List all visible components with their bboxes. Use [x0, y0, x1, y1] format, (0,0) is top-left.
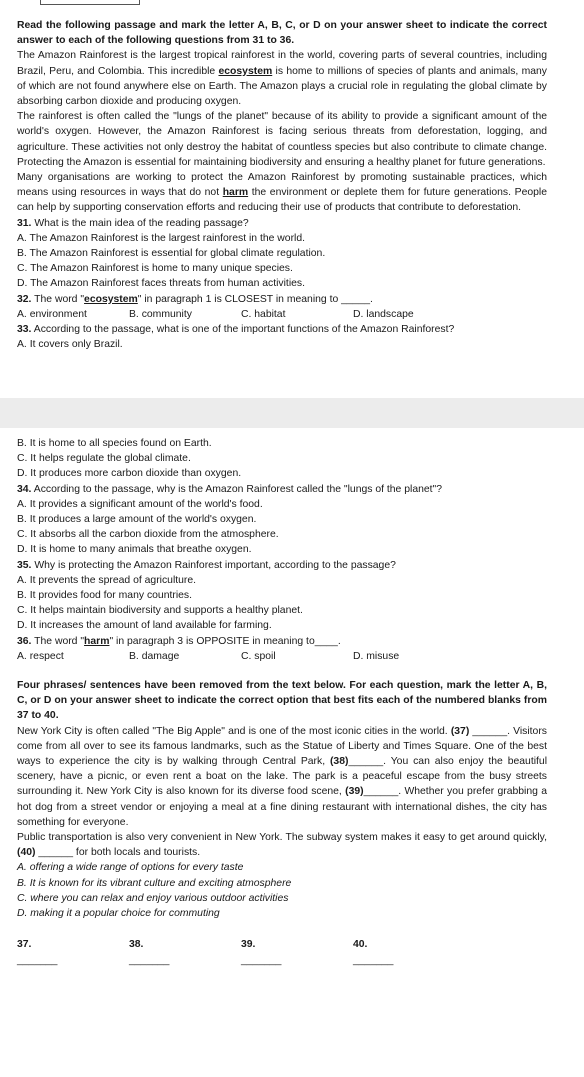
option-32a[interactable]: A. environment — [17, 308, 87, 320]
option-35c[interactable]: C. It helps maintain biodiversity and supports a healthy planet. — [17, 605, 303, 617]
option-35a[interactable]: A. It prevents the spread of agriculture. — [17, 574, 197, 586]
option-31b[interactable]: B. The Amazon Rainforest is essential for global climate regulation. — [17, 248, 326, 260]
passage-paragraph-1: The Amazon Rainforest is the largest tropical rainforest in the world, covering parts of several countries, including Brazil, Peru, and Colombia. This incredible ecosystem is home to millions of species of plants and animals, many of which are not found anywhere else on Earth. The Amazon plays a crucial role in regulating the global climate by absorbing carbon dioxide and producing oxygen. — [17, 50, 547, 108]
option-34c[interactable]: C. It absorbs all the carbon dioxide from the atmosphere. — [17, 529, 279, 541]
blank-38: (38) — [329, 756, 349, 768]
option-35b[interactable]: B. It provides food for many countries. — [17, 590, 192, 602]
option-32c[interactable]: C. habitat — [241, 308, 286, 320]
option-31c[interactable]: C. The Amazon Rainforest is home to many unique species. — [17, 263, 293, 275]
answer-37[interactable]: 37._______ — [17, 939, 58, 966]
answer-39[interactable]: 39._______ — [241, 939, 282, 966]
answer-38[interactable]: 38._______ — [129, 939, 170, 966]
blank-40: (40) — [17, 847, 36, 859]
option-31d[interactable]: D. The Amazon Rainforest faces threats from human activities. — [17, 278, 305, 290]
cloze-option-c[interactable]: C. where you can relax and enjoy various outdoor activities — [17, 892, 289, 904]
blank-37: (37) — [450, 725, 470, 737]
blank-39: (39) — [345, 786, 364, 798]
cloze-option-b[interactable]: B. It is known for its vibrant culture and exciting atmosphere — [17, 877, 292, 889]
passage-paragraph-2: The rainforest is often called the "lungs of the planet" because of its ability to provide a significant amount of the world's oxygen. However, the Amazon Rainforest is facing serious threats from deforestation, logging, and agriculture. These activities not only destroy the habitat of countless species but also contribute to climate change. Protecting the Amazon is essential for maintaining biodiversity and ensuring a healthy planet for future generations. — [17, 111, 547, 168]
cloze-option-d[interactable]: D. making it a popular choice for commuting — [17, 908, 220, 920]
option-34d[interactable]: D. It is home to many animals that breathe oxygen. — [17, 544, 252, 556]
option-33c[interactable]: C. It helps regulate the global climate. — [17, 453, 191, 465]
question-33: 33. According to the passage, what is one of the important functions of the Amazon Rainforest? A. It covers only Brazil. — [17, 322, 547, 352]
option-36a[interactable]: A. respect — [17, 650, 64, 662]
option-36b[interactable]: B. damage — [129, 650, 180, 662]
option-32d[interactable]: D. landscape — [353, 308, 414, 320]
cloze-paragraph-1: New York City is often called "The Big Apple" and is one of the most iconic cities in the world. (37) ______. Visitors come from all over to see its famous landmarks, such as the Statue of Liberty and Times Square. One of the best ways to experience the city is by walking through Central Park, (38)______. You can also enjoy the beautiful scenery, have a picnic, or even rent a boat on the lake. The park is a peaceful escape from the busy streets surrounding it. New York City is also known for its diverse food scene, (39)______. Whether you prefer grabbing a hot dog from a street vendor or enjoying a meal at a fine dining restaurant with international dishes, the city has something for everyone. — [17, 725, 547, 828]
option-31a[interactable]: A. The Amazon Rainforest is the largest rainforest in the world. — [17, 232, 305, 244]
option-36c[interactable]: C. spoil — [241, 650, 276, 662]
answer-row — [17, 937, 547, 967]
question-32: 32. The word "ecosystem" in paragraph 1 is CLOSEST in meaning to _____. A. environment B. community C. habitat D. landscape — [17, 292, 547, 322]
continued-section — [17, 436, 547, 968]
section2-instruction: Four phrases/ sentences have been removed from the text below. For each question, mark the letter A, B, C, or D on your answer sheet to indicate the correct option that best fits each of the numbered blanks from 37 to 40. — [17, 680, 547, 722]
question-36: 36. The word "harm" in paragraph 3 is OPPOSITE in meaning to____. A. respect B. damage C. spoil D. misuse — [17, 634, 547, 664]
cloze-paragraph-2: Public transportation is also very convenient in New York. The subway system makes it easy to get around quickly, (40) ______ for both locals and tourists. — [17, 832, 547, 859]
ecosystem-word: ecosystem — [218, 65, 273, 77]
question-35: 35. Why is protecting the Amazon Rainforest important, according to the passage? A. It prevents the spread of agriculture. B. It provides food for many countries. C. It helps maintain biodiversity and supports a healthy planet. D. It increases the amount of land available for farming. — [17, 558, 547, 634]
section1-instruction: Read the following passage and mark the letter A, B, C, or D on your answer sheet to indicate the correct answer to each of the following questions from 31 to 36. — [17, 20, 547, 47]
option-35d[interactable]: D. It increases the amount of land available for farming. — [17, 620, 272, 632]
top-tab-decoration — [40, 0, 140, 5]
option-34a[interactable]: A. It provides a significant amount of the world's food. — [17, 498, 263, 510]
question-31: 31. What is the main idea of the reading passage? A. The Amazon Rainforest is the largest rainforest in the world. B. The Amazon Rainforest is essential for global climate regulation. C. The Amazon Rainforest is home to many unique species. D. The Amazon Rainforest faces threats from human activities. — [17, 216, 547, 292]
cloze-option-a[interactable]: A. offering a wide range of options for every taste — [17, 862, 244, 874]
option-36d[interactable]: D. misuse — [353, 650, 400, 662]
option-33d[interactable]: D. It produces more carbon dioxide than oxygen. — [17, 468, 242, 480]
answer-40[interactable]: 40._______ — [353, 939, 394, 966]
option-32b[interactable]: B. community — [129, 308, 192, 320]
option-34b[interactable]: B. It produces a large amount of the world's oxygen. — [17, 514, 257, 526]
question-34: 34. According to the passage, why is the Amazon Rainforest called the "lungs of the planet"? A. It provides a significant amount of the world's food. B. It produces a large amount of the world's oxygen. C. It absorbs all the carbon dioxide from the atmosphere. D. It is home to many animals that breathe oxygen. — [17, 482, 547, 558]
option-33b[interactable]: B. It is home to all species found on Earth. — [17, 438, 212, 449]
reading-section — [17, 18, 547, 352]
option-33a[interactable]: A. It covers only Brazil. — [17, 339, 123, 351]
page-separator — [0, 398, 584, 428]
passage-paragraph-3: Many organisations are working to protect the Amazon Rainforest by promoting sustainable practices, which means using resources in ways that do not harm the environment or deplete them for future generations. People can help by supporting conservation efforts and reducing their use of products that contribute to deforestation. — [17, 172, 547, 214]
page-2 — [0, 428, 584, 1077]
page-1 — [0, 0, 584, 398]
harm-word: harm — [222, 187, 249, 199]
